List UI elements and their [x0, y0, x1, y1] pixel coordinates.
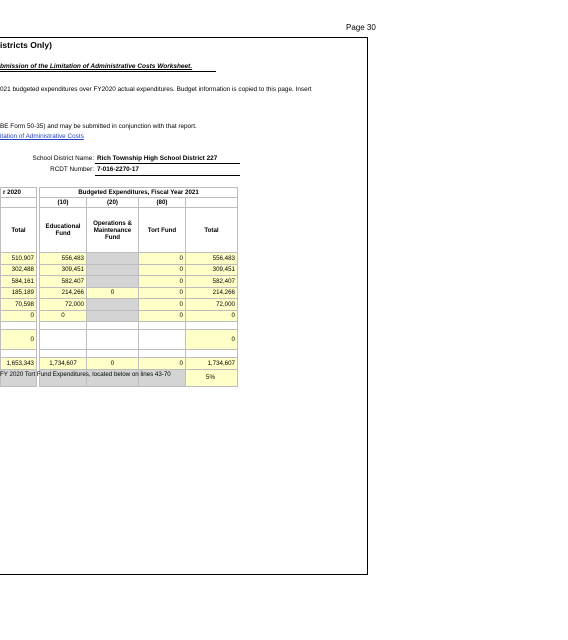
budget-cell[interactable]: 582,407	[40, 276, 87, 288]
page-number: Page 30	[346, 23, 376, 32]
budget-cell	[87, 276, 139, 288]
budget-cell[interactable]: 0	[139, 287, 186, 299]
col-code: (80)	[139, 198, 186, 208]
budget-cell[interactable]: 214,266	[40, 287, 87, 299]
col-name: Educational Fund	[40, 208, 87, 253]
budget-total-cell[interactable]: 0	[87, 358, 139, 370]
fy2020-total-header: Total	[1, 208, 37, 253]
fy2020-header: r 2020	[1, 188, 37, 198]
rcdt-underline	[95, 175, 240, 176]
col-code: (10)	[40, 198, 87, 208]
budget-cell	[139, 330, 186, 350]
col-name: Tort Fund	[139, 208, 186, 253]
rcdt-label: RCDT Number:	[50, 166, 94, 173]
budget-cell[interactable]: 0	[87, 287, 139, 299]
budget-cell[interactable]: 72,000	[40, 299, 87, 311]
budget-cell	[87, 330, 139, 350]
budget-cell[interactable]: 309,451	[40, 264, 87, 276]
budget-percent-cell[interactable]: 5%	[186, 369, 238, 386]
fy2020-cell[interactable]: 0	[1, 330, 37, 350]
col-code	[186, 198, 238, 208]
fy2020-cell[interactable]: 70,598	[1, 299, 37, 311]
budget-cell[interactable]: 0	[186, 330, 238, 350]
budget-cell[interactable]: 0	[139, 264, 186, 276]
admin-costs-link[interactable]: itation of Administrative Costs	[0, 133, 84, 140]
col-name: Total	[186, 208, 238, 253]
district-name-underline	[95, 163, 240, 164]
budget-total-cell[interactable]: 1,734,607	[40, 358, 87, 370]
rcdt-value: 7-016-2270-17	[97, 166, 139, 173]
col-code: (20)	[87, 198, 139, 208]
fy2020-cell[interactable]: 185,189	[1, 287, 37, 299]
budget-cell[interactable]: 0	[139, 276, 186, 288]
submission-note: BE Form 50-35) and may be submitted in conjunction with that report.	[0, 123, 197, 130]
budget-cell[interactable]: 72,000	[186, 299, 238, 311]
instructions-paragraph: 021 budgeted expenditures over FY2020 actual expenditures. Budget information is copied to this page. Insert	[0, 86, 312, 93]
budget-cell[interactable]: 0	[186, 310, 238, 322]
budget-cell[interactable]: 0	[40, 310, 87, 322]
budget-cell[interactable]: 556,483	[186, 253, 238, 265]
budget-table	[39, 187, 238, 387]
budget-cell[interactable]: 0	[139, 253, 186, 265]
fy2020-cell[interactable]: 510,907	[1, 253, 37, 265]
budget-cell	[87, 299, 139, 311]
budget-cell[interactable]: 0	[139, 310, 186, 322]
district-name-label: School District Name:	[32, 155, 94, 162]
budget-cell	[87, 253, 139, 265]
budget-cell	[87, 310, 139, 322]
fy2020-cell[interactable]: 0	[1, 310, 37, 322]
budget-cell[interactable]: 214,266	[186, 287, 238, 299]
budget-cell[interactable]: 309,451	[186, 264, 238, 276]
fy2020-cell[interactable]: 302,488	[1, 264, 37, 276]
tort-fund-footnote: FY 2020 Tort Fund Expenditures, located below on lines 43-70	[0, 371, 171, 378]
worksheet-subtitle: bmission of the Limitation of Administrative Costs Worksheet.	[0, 63, 193, 70]
budget-cell	[87, 264, 139, 276]
district-name-value: Rich Township High School District 227	[97, 155, 218, 162]
budget-total-cell[interactable]: 1,734,607	[186, 358, 238, 370]
budget-cell[interactable]: 582,407	[186, 276, 238, 288]
budget-cell[interactable]: 556,483	[40, 253, 87, 265]
subtitle-rule	[0, 71, 216, 72]
fy2020-table	[0, 187, 37, 387]
fy2020-total-cell[interactable]: 1,653,343	[1, 358, 37, 370]
fy2020-cell[interactable]: 584,161	[1, 276, 37, 288]
col-name: Operations & Maintenance Fund	[87, 208, 139, 253]
budget-total-cell[interactable]: 0	[139, 358, 186, 370]
budget-cell[interactable]: 0	[139, 299, 186, 311]
budget-cell	[40, 330, 87, 350]
budget-header: Budgeted Expenditures, Fiscal Year 2021	[40, 188, 238, 198]
worksheet-title: istricts Only)	[0, 40, 52, 50]
